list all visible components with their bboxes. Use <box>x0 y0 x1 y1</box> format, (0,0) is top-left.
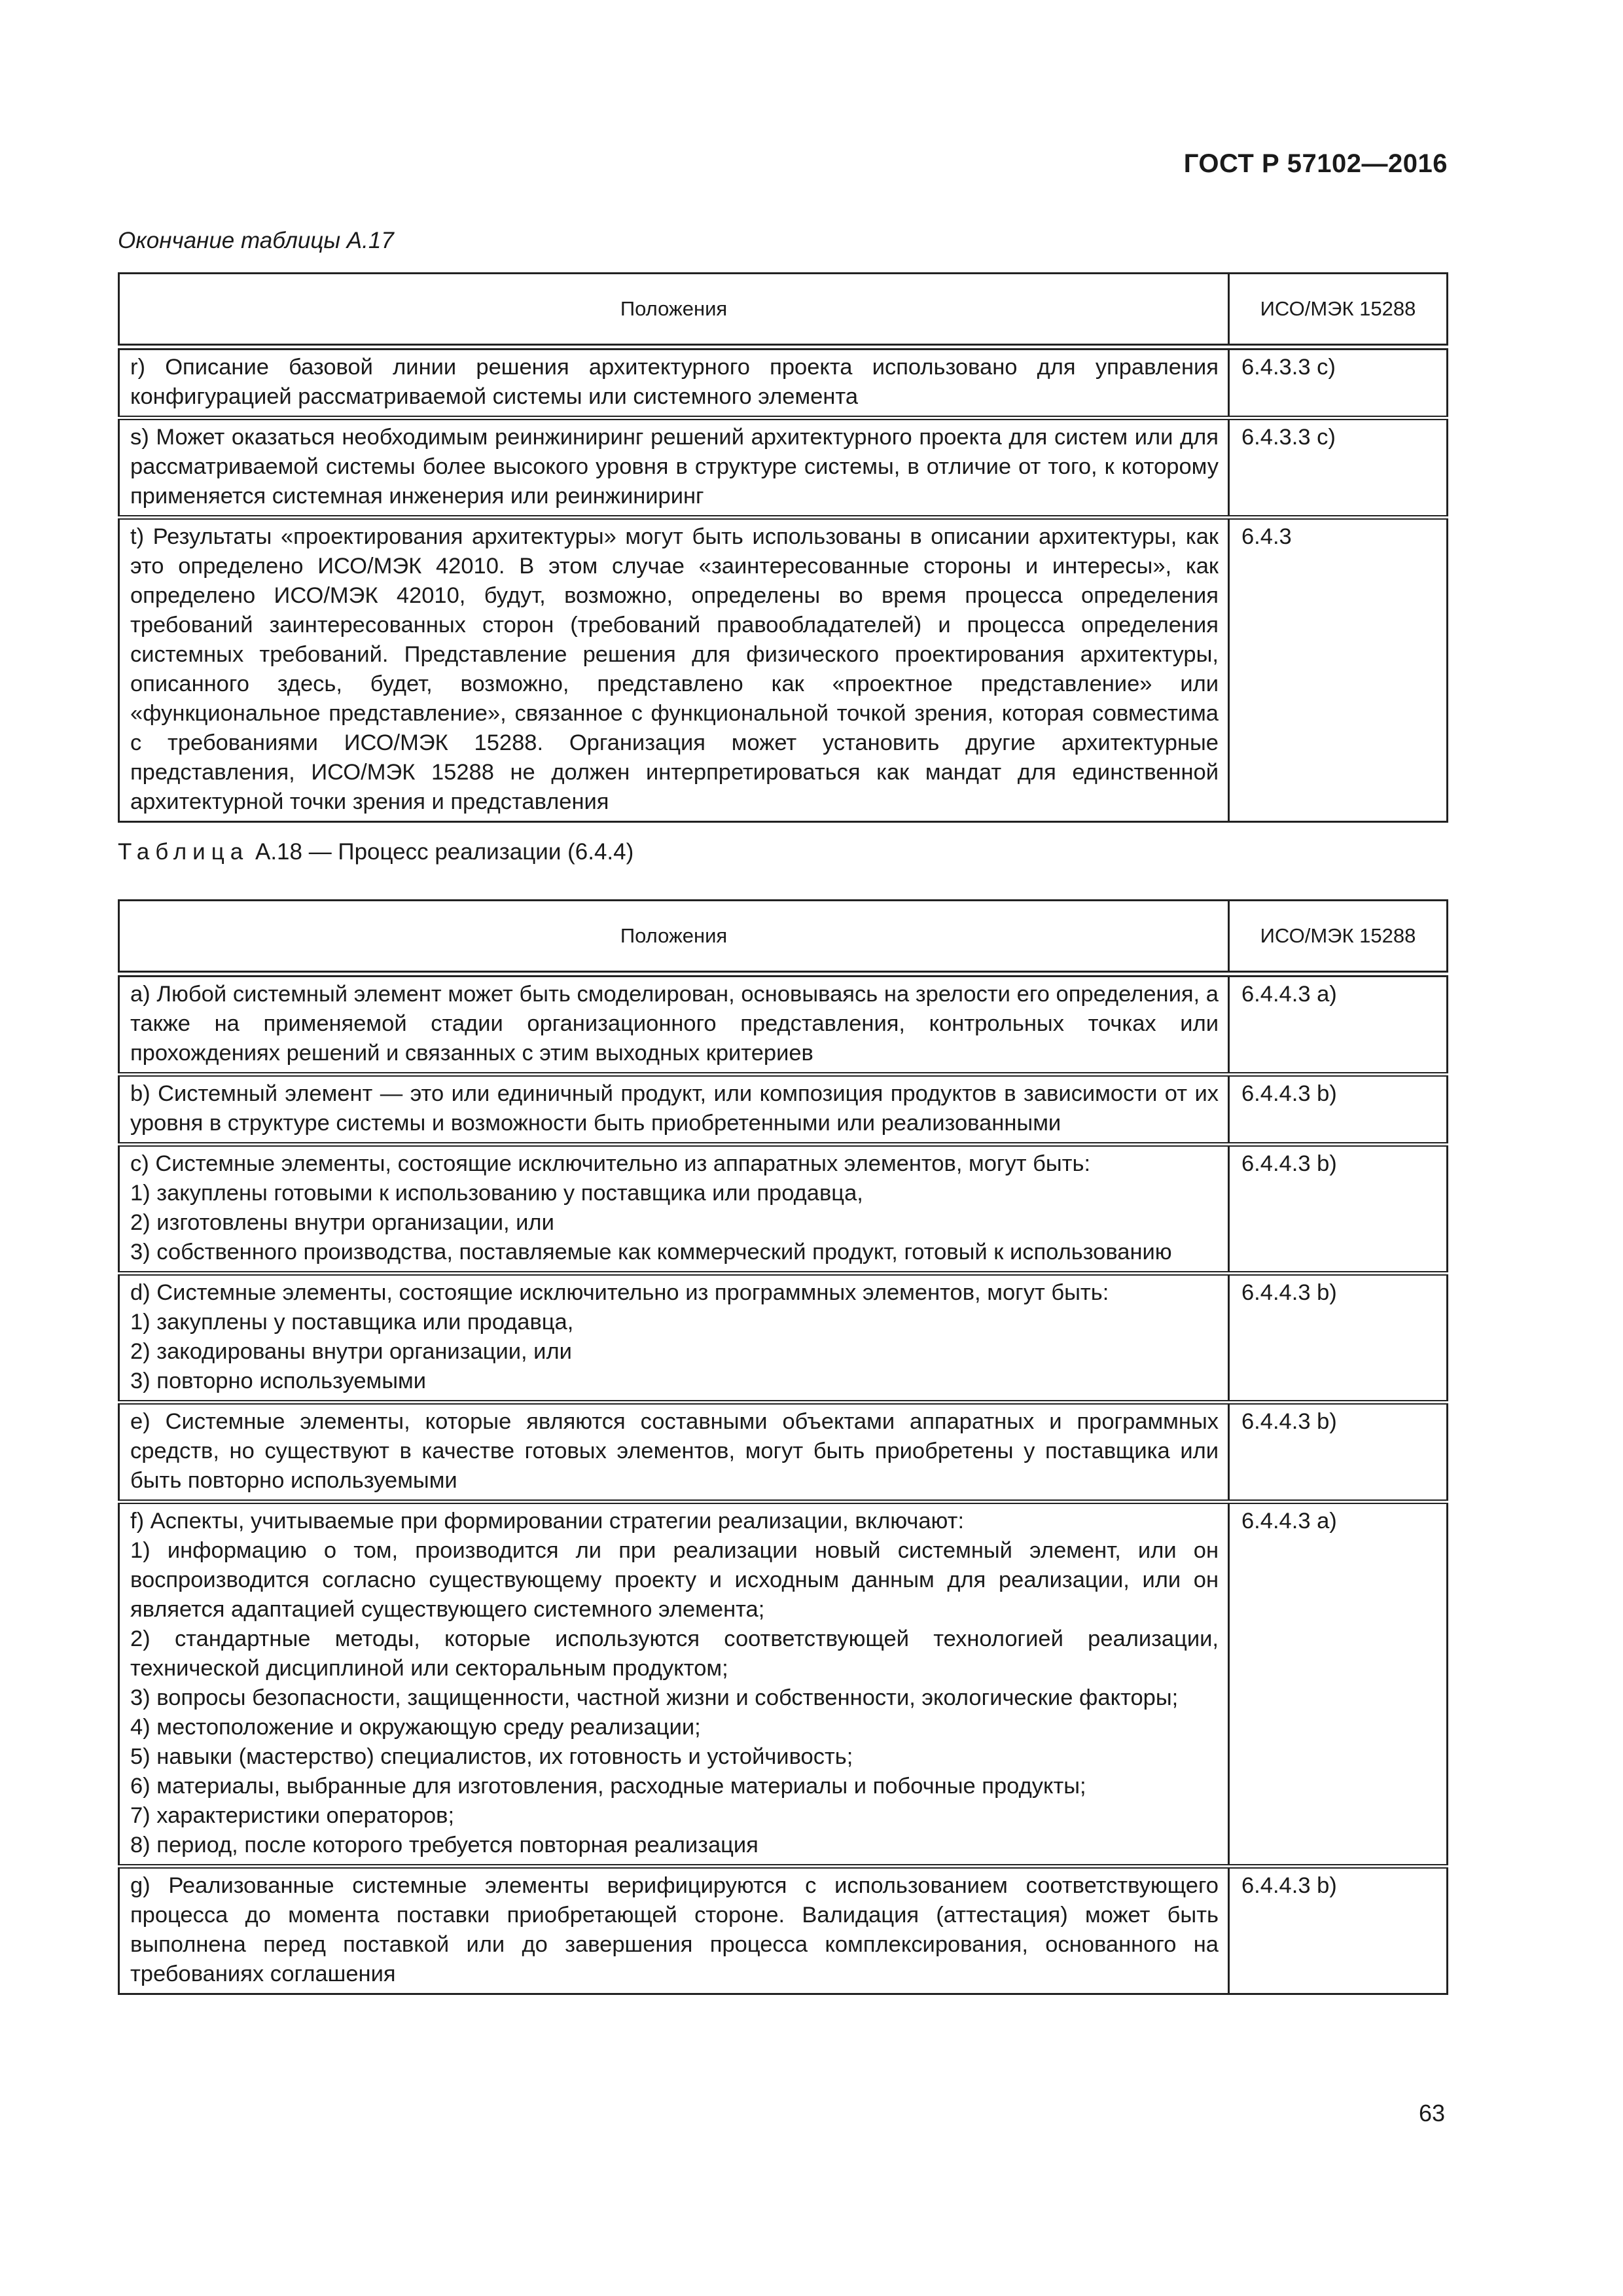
column-header-provisions: Положения <box>119 274 1229 348</box>
provision-text: s) Может оказаться необходимым реинжиниринг решений архитектурного проекта для систем или для рассматриваемой системы более высокого уровня в структуре системы, в отличие от того, к которому применяется системная инженерия или реинжиниринг <box>119 418 1229 518</box>
iso-reference: 6.4.3.3 c) <box>1229 418 1448 518</box>
provision-text: g) Реализованные системные элементы верифицируются с использованием соответствующего процесса до момента поставки приобретающей стороне. Валидация (аттестация) может быть выполнена перед поставкой или до завершения процесса комплексирования, основанного на требованиях соглашения <box>119 1867 1229 1994</box>
page-number: 63 <box>1418 2100 1445 2126</box>
table-row <box>119 1867 1448 1994</box>
iso-reference: 6.4.4.3 b) <box>1229 1403 1448 1502</box>
table-row <box>119 347 1448 418</box>
table-row <box>119 1274 1448 1403</box>
iso-reference: 6.4.4.3 b) <box>1229 1075 1448 1145</box>
table-a18-caption-title: А.18 — Процесс реализации (6.4.4) <box>255 839 634 865</box>
table-row <box>119 974 1448 1075</box>
iso-reference: 6.4.3 <box>1229 518 1448 822</box>
iso-reference: 6.4.3.3 c) <box>1229 347 1448 418</box>
provision-text: d) Системные элементы, состоящие исключительно из программных элементов, могут быть: 1) закуплены у поставщика или продавца, 2) закодированы внутри организации, или 3) повторно используемыми <box>119 1274 1229 1403</box>
provision-text: r) Описание базовой линии решения архитектурного проекта использовано для управления конфигурацией рассматриваемой системы или системного элемента <box>119 347 1229 418</box>
provision-text: e) Системные элементы, которые являются составными объектами аппаратных и программных средств, но существуют в качестве готовых элементов, могут быть приобретены у поставщика или быть повторно используемыми <box>119 1403 1229 1502</box>
iso-reference: 6.4.4.3 b) <box>1229 1145 1448 1274</box>
provision-text: a) Любой системный элемент может быть смоделирован, основываясь на зрелости его определения, а также на применяемой стадии организационного представления, контрольных точках или прохождениях решений и связанных с этим выходных критериев <box>119 974 1229 1075</box>
table-row <box>119 1075 1448 1145</box>
table-row <box>119 1145 1448 1274</box>
table-header-row <box>119 274 1448 348</box>
column-header-provisions: Положения <box>119 901 1229 975</box>
table-a17-caption: Окончание таблицы А.17 <box>118 228 394 253</box>
table-a18-caption <box>118 839 633 865</box>
table-a18 <box>118 899 1448 1995</box>
table-row <box>119 1403 1448 1502</box>
provision-text: f) Аспекты, учитываемые при формировании стратегии реализации, включают: 1) информацию о том, производится ли при реализации новый системный элемент, или он воспроизводится согласно существующему проекту и исходным данным для реализации, или он является адаптацией существующего системного элемента; 2) стандартные методы, которые используются соответствующей технологией реализации, технической дисциплиной или секторальным продуктом; 3) вопросы безопасности, защищенности, частной жизни и собственности, экологические факторы; 4) местоположение и окружающую среду реализации; 5) навыки (мастерство) специалистов, их готовность и устойчивость; 6) материалы, выбранные для изготовления, расходные материалы и побочные продукты; 7) характеристики операторов; 8) период, после которого требуется повторная реализация <box>119 1502 1229 1867</box>
table-row <box>119 418 1448 518</box>
table-a18-caption-label: Таблица <box>118 839 249 865</box>
table-header-row <box>119 901 1448 975</box>
table-row <box>119 1502 1448 1867</box>
table-row <box>119 518 1448 822</box>
iso-reference: 6.4.4.3 a) <box>1229 1502 1448 1867</box>
document-code: ГОСТ Р 57102—2016 <box>1183 149 1448 178</box>
iso-reference: 6.4.4.3 b) <box>1229 1274 1448 1403</box>
provision-text: b) Системный элемент — это или единичный продукт, или композиция продуктов в зависимости от их уровня в структуре системы и возможности быть приобретенными или реализованными <box>119 1075 1229 1145</box>
table-a17 <box>118 272 1448 823</box>
iso-reference: 6.4.4.3 b) <box>1229 1867 1448 1994</box>
column-header-iso-reference: ИСО/МЭК 15288 <box>1229 274 1448 348</box>
provision-text: c) Системные элементы, состоящие исключительно из аппаратных элементов, могут быть: 1) закуплены готовыми к использованию у поставщика или продавца, 2) изготовлены внутри организации, или 3) собственного производства, поставляемые как коммерческий продукт, готовый к использованию <box>119 1145 1229 1274</box>
iso-reference: 6.4.4.3 a) <box>1229 974 1448 1075</box>
column-header-iso-reference: ИСО/МЭК 15288 <box>1229 901 1448 975</box>
provision-text: t) Результаты «проектирования архитектуры» могут быть использованы в описании архитектуры, как это определено ИСО/МЭК 42010. В этом случае «заинтересованные стороны и интересы», как определено ИСО/МЭК 42010, будут, возможно, определены во время процесса определения требований заинтересованных сторон (требований правообладателей) и процесса определения системных требований. Представление решения для физического проектирования архитектуры, описанного здесь, будет, возможно, представлено как «проектное представление» или «функциональное представление», связанное с функциональной точкой зрения, которая совместима с требованиями ИСО/МЭК 15288. Организация может установить другие архитектурные представления, ИСО/МЭК 15288 не должен интерпретироваться как мандат для единственной архитектурной точки зрения и представления <box>119 518 1229 822</box>
